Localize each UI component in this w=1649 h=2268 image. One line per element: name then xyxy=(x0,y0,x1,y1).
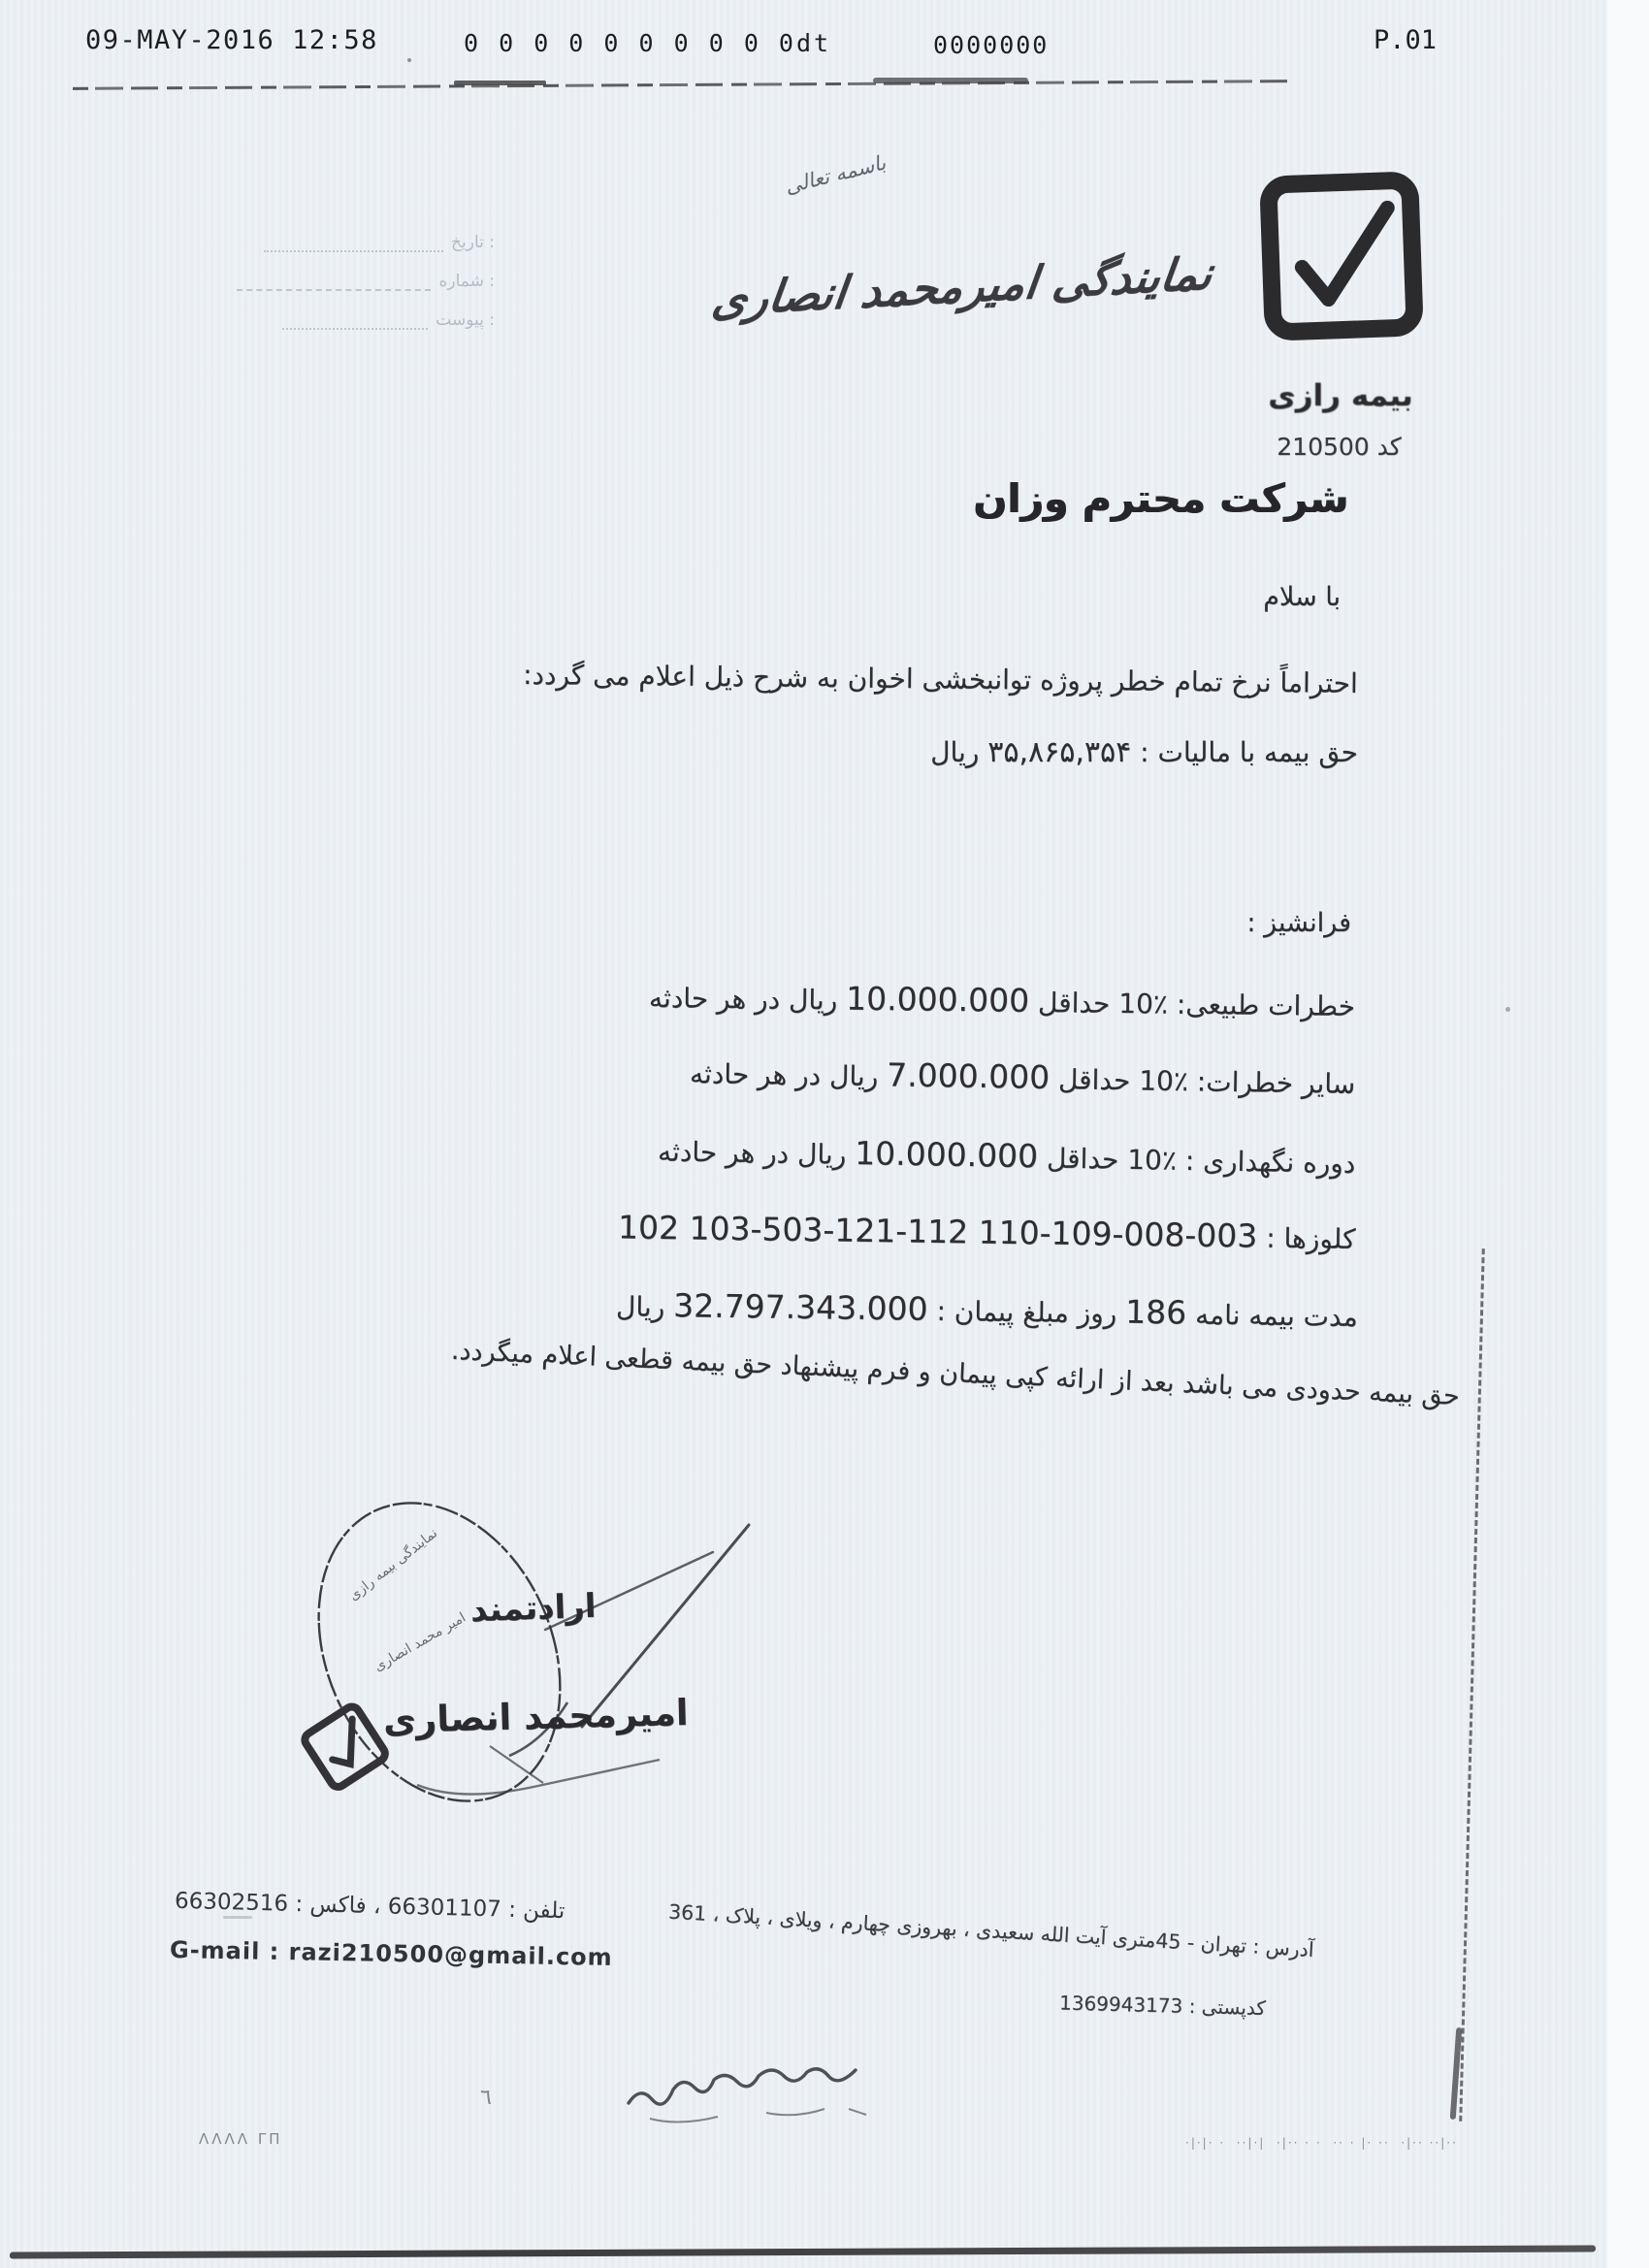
bottom-right-dotted-text: ·|·|· · ··|·| ·|·· · · ·· · |· ·· ·|·· ··|·· xyxy=(1185,2136,1458,2150)
brand-logotype: بیمه رازی xyxy=(1268,378,1413,413)
premium-amount: ۳۵,۸۶۵,۳۵۴ xyxy=(987,735,1132,769)
premium-line xyxy=(930,735,1358,769)
fax-status-digits: 0 0 0 0 0 0 0 0 0 0dt xyxy=(464,29,832,57)
stamp-ring-text-upper: نمایندگی بیمه رازی xyxy=(345,1525,441,1604)
contract-currency: ریال xyxy=(616,1290,665,1324)
franchise-amount: 10.000.000 xyxy=(854,1133,1039,1176)
note-line: حق بیمه حدودی می باشد بعد از ارائه کپی پیمان و فرم پیشنهاد حق بیمه قطعی اعلام میگردد. xyxy=(450,1335,1461,1411)
franchise-suffix: ریال در هر حادثه xyxy=(648,982,838,1017)
franchise-amount: 10.000.000 xyxy=(845,979,1030,1020)
intro-line: احتراماً نرخ تمام خطر پروژه توانبخشی اخوان به شرح ذیل اعلام می گردد: xyxy=(523,658,1359,699)
premium-label: حق بیمه با مالیات : xyxy=(1140,736,1358,768)
bismillah-text: باسمه تعالی xyxy=(782,150,889,199)
meta-field-label: تاریخ : xyxy=(451,233,495,252)
franchise-heading: فرانشیز : xyxy=(1246,908,1351,938)
premium-currency: ریال xyxy=(930,736,980,768)
agency-calligraphy: نمایندگی امیرمحمد انصاری xyxy=(709,246,1215,326)
dotted-leader xyxy=(264,237,443,252)
franchise-head: دوره نگهداری : ٪10 حداقل xyxy=(1046,1142,1356,1180)
fax-datetime: 09-MAY-2016 12:58 xyxy=(85,25,378,55)
speck xyxy=(407,58,411,62)
franchise-item-other xyxy=(689,1053,1355,1101)
page-bottom-edge-line xyxy=(10,2245,1596,2258)
bottom-small-mark: ٦ xyxy=(480,2086,492,2110)
stamp-and-signature xyxy=(272,1455,815,1863)
dotted-leader xyxy=(282,314,428,330)
duration-prefix: مدت بیمه نامه xyxy=(1195,1298,1359,1333)
recipient-heading: شرکت محترم وزان xyxy=(973,475,1348,522)
scan-artifact-blob xyxy=(454,81,546,85)
fax-counter: 0000000 xyxy=(933,31,1050,59)
franchise-suffix: ریال در هر حادثه xyxy=(689,1057,879,1093)
meta-field-label: شماره : xyxy=(438,272,495,291)
footer-postal-line: کدپستی : 1369943173 xyxy=(1058,1991,1267,2020)
stamp-closing: ارادتمند xyxy=(469,1586,598,1631)
stamp-ring-text-lower: امیر محمد انصاری xyxy=(372,1609,469,1675)
scan-artifact-blob xyxy=(873,78,1028,83)
duration-middle: روز مبلغ پیمان : xyxy=(936,1294,1117,1330)
clauses-numbers: 102 103-503-121-112 110-109-008-003 xyxy=(617,1208,1258,1255)
franchise-item-natural xyxy=(649,977,1356,1023)
footer-email-line: G-mail : razi210500@gmail.com xyxy=(169,1936,613,1971)
bottom-left-garble: ΛΛΛΛ ΓΠ xyxy=(199,2130,283,2148)
contract-amount: 32.797.343.000 xyxy=(673,1286,929,1328)
scan-artifact-line xyxy=(73,80,1290,90)
dotted-leader xyxy=(237,275,431,291)
stamp-oval-icon xyxy=(272,1455,815,1863)
duration-days: 186 xyxy=(1125,1292,1187,1332)
letterhead-meta-fields xyxy=(218,233,495,330)
franchise-item-maintenance xyxy=(657,1130,1355,1181)
agency-code: کد 210500 xyxy=(1277,433,1402,461)
franchise-amount: 7.000.000 xyxy=(886,1055,1051,1097)
speck xyxy=(223,1916,252,1919)
fax-page-number: P.01 xyxy=(1374,25,1438,55)
franchise-head: خطرات طبیعی: ٪10 حداقل xyxy=(1037,987,1356,1022)
page-right-edge xyxy=(1607,0,1649,2268)
franchise-head: سایر خطرات: ٪10 حداقل xyxy=(1057,1063,1356,1100)
scan-artifact-vertical-line xyxy=(1459,1248,1485,2122)
meta-field-attachment xyxy=(218,310,495,330)
duration-line xyxy=(616,1285,1358,1334)
checkbox-logo-icon xyxy=(1256,168,1429,344)
speck xyxy=(1505,1007,1510,1012)
salutation: با سلام xyxy=(1263,582,1341,612)
meta-field-number xyxy=(218,272,495,291)
stamp-signer-name: امیرمحمد انصاری xyxy=(382,1691,689,1742)
meta-field-label: پیوست : xyxy=(436,310,495,330)
razi-logo xyxy=(1256,168,1429,344)
meta-field-date xyxy=(218,233,495,252)
bottom-smudge-garble xyxy=(621,2064,892,2132)
clauses-label: کلوزها : xyxy=(1265,1221,1356,1255)
footer-address-line: آدرس : تهران - 45متری آیت الله سعیدی ، بهروزی چهارم ، ویلای ، پلاک ، 361 xyxy=(667,1899,1315,1961)
franchise-suffix: ریال در هر حادثه xyxy=(657,1135,847,1171)
footer-phone-line: تلفن : 66301107 ، فاکس : 66302516 xyxy=(174,1888,566,1925)
clauses-line xyxy=(617,1208,1355,1256)
